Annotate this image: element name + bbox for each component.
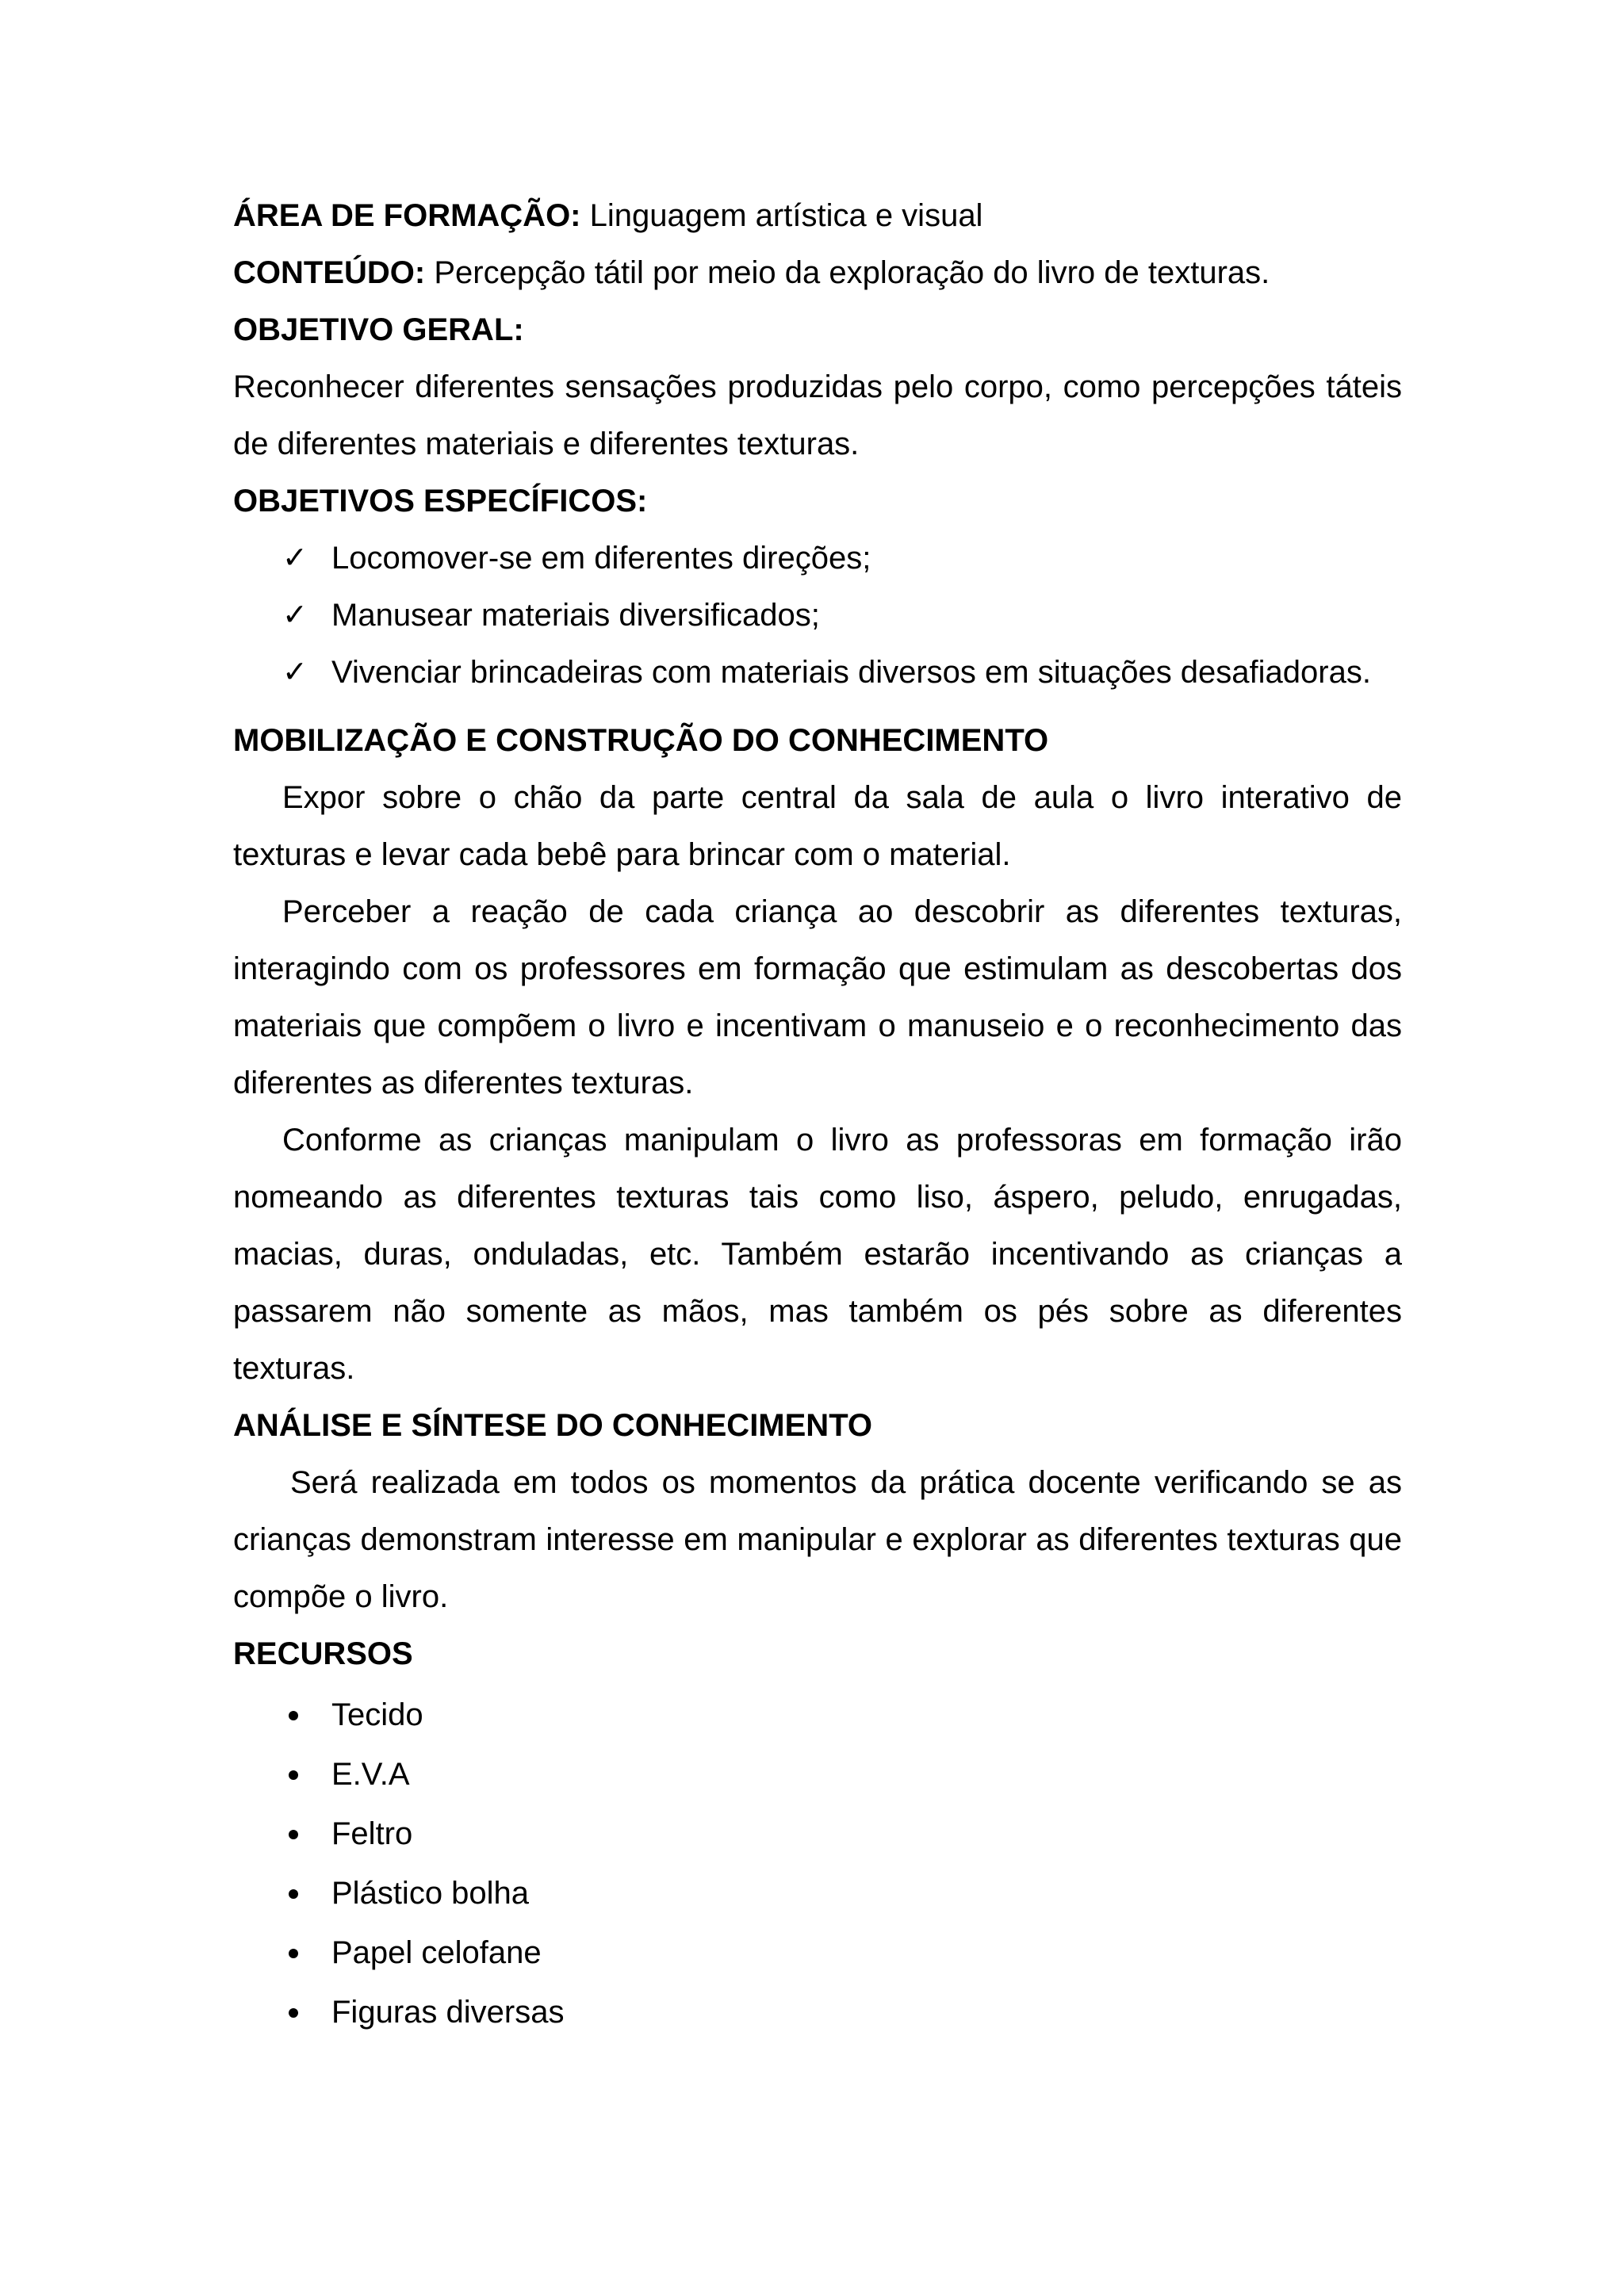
list-item xyxy=(233,587,1402,644)
checkmark-icon: ✓ xyxy=(282,599,308,632)
mobilizacao-heading: MOBILIZAÇÃO E CONSTRUÇÃO DO CONHECIMENTO xyxy=(233,723,1049,758)
conteudo-label: CONTEÚDO: xyxy=(233,255,426,290)
mobilizacao-paragraph-1: Expor sobre o chão da parte central da sala de aula o livro interativo de texturas e levar cada bebê para brincar com o material. xyxy=(233,780,1402,872)
list-item xyxy=(233,530,1402,587)
objetivo-geral-text: Reconhecer diferentes sensações produzidas pelo corpo, como percepções táteis de diferentes materiais e diferentes texturas. xyxy=(233,369,1402,461)
area-line xyxy=(233,187,1402,244)
list-item xyxy=(233,1686,1402,1745)
area-value: Linguagem artística e visual xyxy=(589,198,983,233)
list-item xyxy=(233,1804,1402,1864)
objetivo-geral-heading: OBJETIVO GERAL: xyxy=(233,312,524,347)
list-item-text: Locomover-se em diferentes direções; xyxy=(331,541,871,576)
spacer xyxy=(233,701,1402,712)
list-item-text: Papel celofane xyxy=(331,1935,542,1970)
recursos-list xyxy=(233,1686,1402,2042)
objetivos-especificos-list xyxy=(233,530,1402,701)
checkmark-icon: ✓ xyxy=(282,656,308,689)
list-item-text: Figuras diversas xyxy=(331,1995,565,2030)
list-item xyxy=(233,644,1402,701)
list-item xyxy=(233,1864,1402,1923)
bullet-icon xyxy=(289,1711,298,1720)
checkmark-icon: ✓ xyxy=(282,541,308,575)
bullet-icon xyxy=(289,1949,298,1958)
list-item xyxy=(233,1983,1402,2042)
list-item-text: Plástico bolha xyxy=(331,1876,530,1911)
conteudo-value: Percepção tátil por meio da exploração do livro de texturas. xyxy=(434,255,1270,290)
document-page xyxy=(233,187,1402,2042)
list-item-text: Manusear materiais diversificados; xyxy=(331,598,820,633)
bullet-icon xyxy=(289,1770,298,1780)
recursos-heading: RECURSOS xyxy=(233,1636,413,1671)
list-item-text: E.V.A xyxy=(331,1757,410,1792)
bullet-icon xyxy=(289,1830,298,1839)
analise-heading: ANÁLISE E SÍNTESE DO CONHECIMENTO xyxy=(233,1408,873,1443)
list-item-text: Vivenciar brincadeiras com materiais diversos em situações desafiadoras. xyxy=(331,655,1371,690)
area-label: ÁREA DE FORMAÇÃO: xyxy=(233,198,581,233)
mobilizacao-paragraph-2: Perceber a reação de cada criança ao descobrir as diferentes texturas, interagindo com os professores em formação que estimulam as descobertas dos materiais que compõem o livro e incentivam o manuseio e o reconhecimento das diferentes as diferentes texturas. xyxy=(233,894,1402,1100)
bullet-icon xyxy=(289,2008,298,2018)
list-item-text: Feltro xyxy=(331,1816,413,1851)
analise-text: Será realizada em todos os momentos da prática docente verificando se as crianças demonstram interesse em manipular e explorar as diferentes texturas que compõe o livro. xyxy=(233,1465,1402,1614)
bullet-icon xyxy=(289,1889,298,1899)
list-item-text: Tecido xyxy=(331,1697,423,1732)
mobilizacao-paragraph-3: Conforme as crianças manipulam o livro as professoras em formação irão nomeando as diferentes texturas tais como liso, áspero, peludo, enrugadas, macias, duras, onduladas, etc. Também estarão incentivando as crianças a passarem não somente as mãos, mas também os pés sobre as diferentes texturas. xyxy=(233,1123,1402,1386)
objetivos-especificos-heading: OBJETIVOS ESPECÍFICOS: xyxy=(233,484,648,519)
conteudo-line xyxy=(233,244,1402,301)
list-item xyxy=(233,1923,1402,1983)
list-item xyxy=(233,1745,1402,1804)
